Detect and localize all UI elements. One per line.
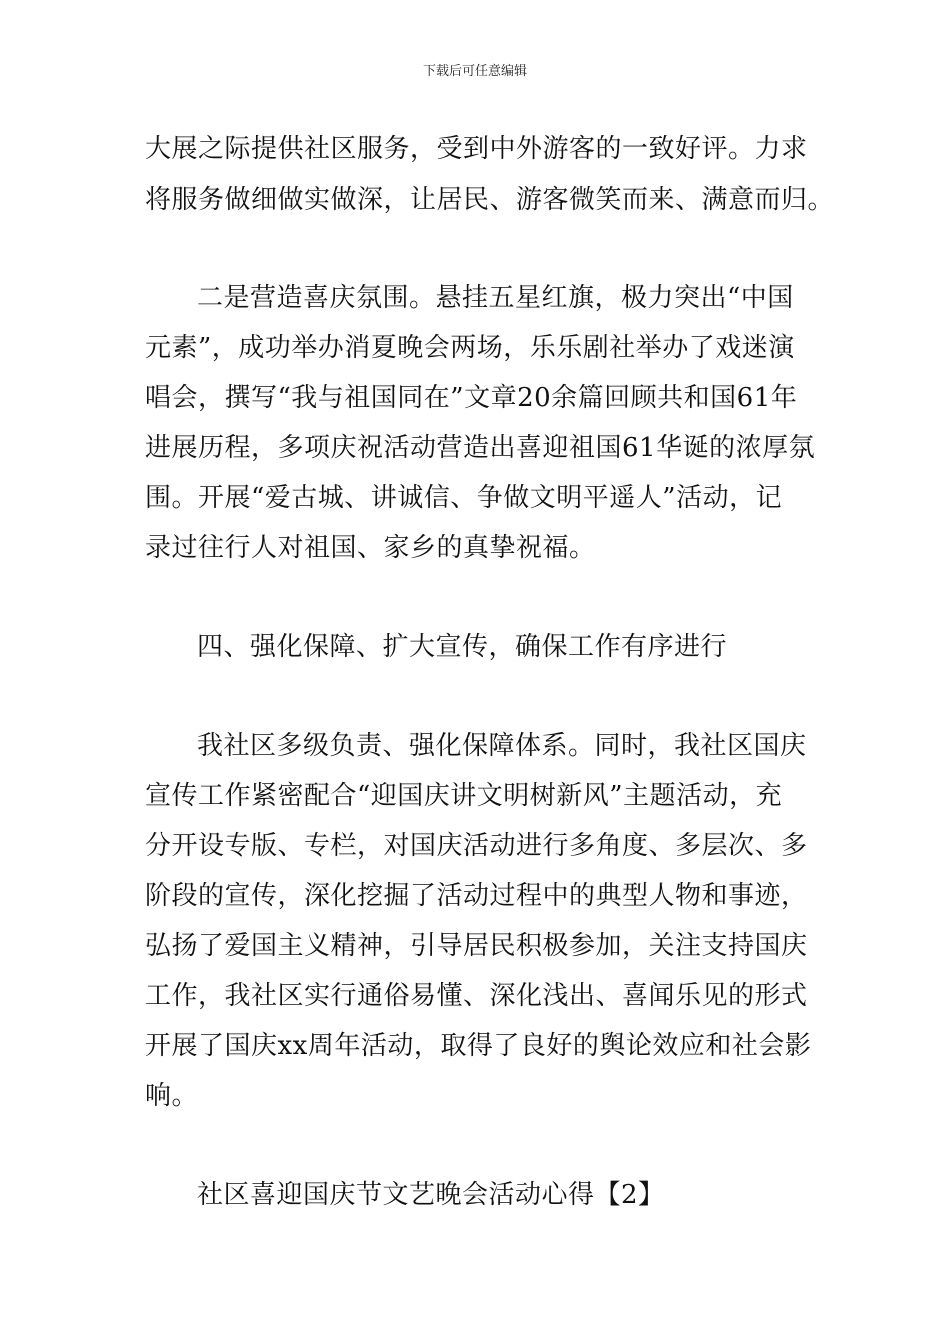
paragraph-2-line-3: 唱会，撰写“我与祖国同在”文章20余篇回顾共和国61年 [145,383,798,413]
paragraph-2-line-6: 录过往行人对祖国、家乡的真挚祝福。 [145,533,596,563]
next-article-title: 社区喜迎国庆节文艺晚会活动心得【2】 [197,1180,665,1210]
page-header: 下载后可任意编辑 [422,64,527,79]
paragraph-2-line-1: 二是营造喜庆氛围。悬挂五星红旗，极力突出“中国 [197,283,794,313]
paragraph-2-line-5: 围。开展“爱古城、讲诚信、争做文明平遥人”活动，记 [145,483,783,513]
paragraph-4-line-7: 开展了国庆xx周年活动，取得了良好的舆论效应和社会影 [145,1031,812,1061]
paragraph-4-line-4: 阶段的宣传，深化挖掘了活动过程中的典型人物和事迹， [145,881,808,911]
section-heading-4: 四、强化保障、扩大宣传，确保工作有序进行 [197,632,728,662]
paragraph-4-line-3: 分开设专版、专栏，对国庆活动进行多角度、多层次、多 [145,831,808,861]
paragraph-4-line-1: 我社区多级负责、强化保障体系。同时，我社区国庆 [197,731,807,761]
paragraph-1-line-1: 大展之际提供社区服务，受到中外游客的一致好评。力求 [145,134,808,164]
paragraph-4-line-6: 工作，我社区实行通俗易懂、深化浅出、喜闻乐见的形式 [145,981,808,1011]
paragraph-4-line-8: 响。 [145,1081,199,1111]
paragraph-2-line-2: 元素”，成功举办消夏晚会两场，乐乐剧社举办了戏迷演 [145,333,795,363]
paragraph-4-line-2: 宣传工作紧密配合“迎国庆讲文明树新风”主题活动，充 [145,781,783,811]
paragraph-2-line-4: 进展历程，多项庆祝活动营造出喜迎祖国61华诞的浓厚氛 [145,433,816,463]
paragraph-1-line-2: 将服务做细做实做深，让居民、游客微笑而来、满意而归。 [145,185,835,215]
paragraph-4-line-5: 弘扬了爱国主义精神，引导居民积极参加，关注支持国庆 [145,931,808,961]
